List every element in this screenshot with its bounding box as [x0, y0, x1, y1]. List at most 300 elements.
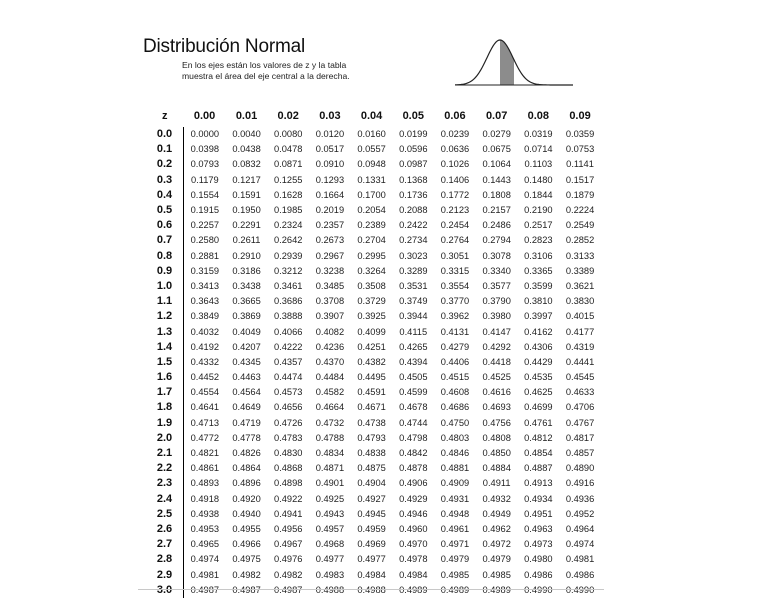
table-cell: 0.3599 [524, 280, 553, 291]
column-header: 0.01 [235, 109, 258, 122]
table-cell: 0.0832 [232, 159, 261, 170]
table-cell: 0.4963 [524, 523, 553, 534]
table-cell: 0.4279 [440, 341, 470, 352]
description-line: muestra el área del eje central a la derecha. [182, 71, 350, 81]
table-cell: 0.4744 [399, 417, 428, 428]
table-cell: 0.1255 [274, 174, 303, 185]
table-cell: 0.4015 [565, 311, 595, 322]
table-cell: 0.4846 [440, 448, 470, 459]
table-cell: 0.1217 [232, 174, 261, 185]
table-cell: 0.4976 [274, 554, 303, 565]
table-cell: 0.3485 [315, 280, 345, 291]
table-cell: 0.1331 [357, 174, 386, 185]
table-cell: 0.4972 [482, 539, 511, 550]
table-cell: 0.4726 [274, 417, 303, 428]
table-cell: 0.4871 [315, 463, 345, 474]
table-cell: 0.4738 [357, 417, 386, 428]
row-z-value: 0.7 [146, 233, 184, 248]
table-cell: 0.3749 [399, 296, 428, 307]
table-cell: 0.3643 [190, 296, 220, 307]
table-cell: 0.1879 [565, 189, 595, 200]
table-cell: 0.1103 [524, 159, 553, 170]
table-cell: 0.4429 [524, 356, 553, 367]
table-cell: 0.1915 [190, 205, 220, 216]
table-cell: 0.4573 [274, 387, 303, 398]
table-cell: 0.1293 [315, 174, 345, 185]
table-cell: 0.4162 [524, 326, 553, 337]
table-cell: 0.2704 [357, 235, 386, 246]
table-row [146, 340, 601, 355]
row-z-value: 1.5 [146, 355, 184, 370]
table-cell: 0.4732 [315, 417, 345, 428]
table-cell: 0.1368 [399, 174, 428, 185]
table-cell: 0.4918 [190, 493, 220, 504]
table-cell: 0.4686 [440, 402, 470, 413]
table-cell: 0.4147 [482, 326, 511, 337]
table-cell: 0.0517 [315, 144, 345, 155]
table-cell: 0.2549 [565, 220, 595, 231]
table-row [146, 461, 601, 476]
table-row [146, 203, 601, 218]
table-cell: 0.4973 [524, 539, 553, 550]
table-cell: 0.4868 [274, 463, 303, 474]
table-cell: 0.4967 [274, 539, 303, 550]
row-z-value [146, 583, 184, 598]
table-row [146, 142, 601, 157]
table-cell: 0.2157 [482, 205, 511, 216]
table-cell [184, 583, 226, 598]
table-cell: 0.4192 [190, 341, 220, 352]
table-cell: 0.3531 [399, 280, 428, 291]
table-cell [226, 583, 268, 598]
table-row [146, 218, 601, 233]
table-cell: 0.4911 [482, 478, 511, 489]
table-row [146, 279, 601, 294]
table-cell: 0.4838 [357, 448, 386, 459]
table-cell: 0.4798 [399, 432, 428, 443]
table-cell: 0.4693 [482, 402, 511, 413]
row-z-value: 2.7 [146, 537, 184, 552]
z-column-header: z [162, 109, 168, 122]
table-cell: 0.3686 [274, 296, 303, 307]
table-cell: 0.4803 [440, 432, 470, 443]
table-cell: 0.4850 [482, 448, 511, 459]
table-row [146, 416, 601, 431]
table-cell: 0.1179 [190, 174, 219, 185]
table-cell: 0.4979 [440, 554, 470, 565]
table-cell [434, 583, 476, 598]
table-cell: 0.4177 [565, 326, 595, 337]
row-z-value: 0.6 [146, 218, 184, 233]
table-cell: 0.4955 [232, 523, 261, 534]
table-cell: 0.0987 [399, 159, 428, 170]
table-cell: 0.3461 [274, 280, 303, 291]
table-cell: 0.4292 [482, 341, 511, 352]
table-cell [267, 583, 309, 598]
table-cell: 0.4981 [190, 569, 220, 580]
row-z-value: 0.5 [146, 203, 184, 218]
description-line: En los ejes están los valores de z y la tabla [182, 60, 347, 70]
table-cell: 0.2422 [399, 220, 428, 231]
table-cell: 0.4564 [232, 387, 261, 398]
table-cell: 0.0753 [565, 144, 595, 155]
table-cell: 0.4890 [565, 463, 595, 474]
table-cell: 0.0675 [482, 144, 511, 155]
table-cell: 0.0910 [315, 159, 345, 170]
table-cell: 0.3907 [315, 311, 345, 322]
table-row [146, 400, 601, 415]
table-cell: 0.4535 [524, 372, 553, 383]
table-cell: 0.3106 [524, 250, 553, 261]
table-cell: 0.1844 [524, 189, 553, 200]
table-cell: 0.1772 [440, 189, 470, 200]
table-cell: 0.2794 [482, 235, 511, 246]
table-cell: 0.4881 [440, 463, 470, 474]
table-cell: 0.4793 [357, 432, 386, 443]
table-cell: 0.1736 [399, 189, 428, 200]
table-row [146, 157, 601, 172]
table-cell: 0.2357 [315, 220, 345, 231]
table-cell: 0.0000 [190, 129, 220, 140]
table-cell: 0.4599 [399, 387, 428, 398]
table-cell: 0.4980 [524, 554, 553, 565]
table-cell [309, 583, 351, 598]
table-cell: 0.4893 [190, 478, 220, 489]
row-z-value: 1.2 [146, 309, 184, 324]
table-cell: 0.0160 [357, 129, 386, 140]
divider [138, 589, 604, 590]
table-row [146, 294, 601, 309]
table-cell: 0.4986 [524, 569, 553, 580]
table-cell: 0.4938 [190, 508, 220, 519]
table-cell: 0.2764 [440, 235, 470, 246]
table-cell: 0.4979 [482, 554, 511, 565]
table-cell: 0.4875 [357, 463, 386, 474]
table-cell: 0.2486 [482, 220, 511, 231]
row-z-value: 2.2 [146, 461, 184, 476]
table-cell: 0.4936 [565, 493, 595, 504]
table-cell: 0.4906 [399, 478, 428, 489]
description [182, 60, 350, 82]
row-z-value: 0.0 [146, 127, 184, 142]
table-cell: 0.1591 [232, 189, 261, 200]
column-header: 0.04 [360, 109, 383, 122]
table-cell: 0.1554 [190, 189, 220, 200]
table-cell: 0.1985 [274, 205, 303, 216]
table-cell: 0.3264 [357, 265, 386, 276]
table-row [146, 583, 601, 598]
table-cell: 0.4974 [565, 539, 595, 550]
table-row [146, 233, 601, 248]
table-cell: 0.4706 [565, 402, 595, 413]
table-cell: 0.4463 [232, 372, 261, 383]
table-cell: 0.4441 [565, 356, 595, 367]
row-z-value: 1.9 [146, 416, 184, 431]
table-cell: 0.3133 [565, 250, 595, 261]
table-cell: 0.4554 [190, 387, 220, 398]
table-row [146, 264, 601, 279]
table-cell: 0.0120 [315, 129, 345, 140]
table-cell: 0.0871 [274, 159, 303, 170]
table-cell: 0.1700 [357, 189, 386, 200]
table-cell: 0.4767 [565, 417, 595, 428]
table-cell: 0.4049 [232, 326, 261, 337]
table-cell: 0.4265 [399, 341, 428, 352]
table-cell: 0.3962 [440, 311, 470, 322]
table-cell: 0.0714 [524, 144, 553, 155]
table-cell: 0.3389 [565, 265, 595, 276]
table-cell: 0.4960 [399, 523, 428, 534]
table-cell: 0.4505 [399, 372, 428, 383]
row-z-value: 0.3 [146, 173, 184, 188]
table-cell: 0.3944 [399, 311, 428, 322]
table-cell: 0.3577 [482, 280, 511, 291]
table-row [146, 552, 601, 567]
row-z-value: 1.1 [146, 294, 184, 309]
table-cell: 0.2224 [565, 205, 595, 216]
table-row [146, 355, 601, 370]
table-cell: 0.3729 [357, 296, 386, 307]
table-cell: 0.4977 [315, 554, 345, 565]
table-cell: 0.4082 [315, 326, 345, 337]
table-cell: 0.4982 [274, 569, 303, 580]
table-cell: 0.3810 [524, 296, 553, 307]
table-row [146, 476, 601, 491]
table-cell: 0.3508 [357, 280, 386, 291]
table-cell: 0.4625 [524, 387, 553, 398]
table-cell: 0.2642 [274, 235, 303, 246]
table-cell: 0.4943 [315, 508, 345, 519]
table-cell: 0.4525 [482, 372, 511, 383]
table-cell: 0.3212 [274, 265, 303, 276]
table-cell: 0.4969 [357, 539, 386, 550]
table-cell: 0.3665 [232, 296, 261, 307]
table-cell: 0.4932 [482, 493, 511, 504]
table-cell: 0.4719 [232, 417, 261, 428]
table-cell: 0.4916 [565, 478, 595, 489]
table-cell: 0.4981 [565, 554, 595, 565]
table-cell: 0.4984 [357, 569, 386, 580]
table-body [146, 127, 601, 598]
row-z-value: 2.4 [146, 492, 184, 507]
row-z-value: 2.3 [146, 476, 184, 491]
table-cell: 0.4664 [315, 402, 345, 413]
page-title: Distribución Normal [143, 36, 305, 57]
table-cell: 0.4956 [274, 523, 303, 534]
table-cell: 0.3888 [274, 311, 303, 322]
table-row [146, 188, 601, 203]
table-cell: 0.0948 [357, 159, 386, 170]
row-z-value: 1.3 [146, 324, 184, 339]
table-cell: 0.3051 [440, 250, 470, 261]
table-cell: 0.4756 [482, 417, 511, 428]
table-cell: 0.4582 [315, 387, 345, 398]
table-cell: 0.4985 [482, 569, 511, 580]
table-cell: 0.1808 [482, 189, 511, 200]
table-cell: 0.4332 [190, 356, 220, 367]
table-cell: 0.4949 [482, 508, 511, 519]
table-cell: 0.2088 [399, 205, 428, 216]
table-cell: 0.4857 [565, 448, 595, 459]
table-row [146, 385, 601, 400]
table-cell: 0.4854 [524, 448, 553, 459]
table-cell: 0.2517 [524, 220, 553, 231]
table-cell: 0.4984 [399, 569, 428, 580]
table-cell: 0.3413 [190, 280, 220, 291]
column-header: 0.06 [444, 109, 466, 122]
table-cell: 0.2580 [190, 235, 220, 246]
table-cell: 0.4951 [524, 508, 553, 519]
table-cell: 0.4699 [524, 402, 553, 413]
table-cell: 0.3365 [524, 265, 553, 276]
table-cell: 0.4591 [357, 387, 386, 398]
table-cell: 0.0279 [482, 129, 511, 140]
table-cell: 0.3849 [190, 311, 220, 322]
table-cell: 0.1628 [274, 189, 303, 200]
table-cell: 0.4925 [315, 493, 345, 504]
table-cell: 0.4783 [274, 432, 303, 443]
table-row [146, 249, 601, 264]
column-header: 0.09 [569, 109, 591, 122]
table-cell: 0.2291 [232, 220, 261, 231]
table-cell: 0.4826 [232, 448, 261, 459]
table-cell: 0.1664 [315, 189, 345, 200]
table-cell: 0.1406 [440, 174, 470, 185]
column-header: 0.05 [402, 109, 424, 122]
table-cell: 0.4929 [399, 493, 428, 504]
row-z-value: 1.4 [146, 340, 184, 355]
table-cell: 0.4808 [482, 432, 511, 443]
table-cell: 0.0040 [232, 129, 261, 140]
table-cell: 0.2054 [357, 205, 386, 216]
row-z-value: 0.4 [146, 188, 184, 203]
row-z-value: 0.2 [146, 157, 184, 172]
table-cell: 0.4970 [399, 539, 428, 550]
table-cell: 0.2967 [315, 250, 345, 261]
table-cell: 0.4382 [357, 356, 386, 367]
table-cell: 0.4927 [357, 493, 386, 504]
table-cell: 0.4904 [357, 478, 386, 489]
table-cell: 0.4864 [232, 463, 261, 474]
table-cell: 0.4066 [274, 326, 303, 337]
table-row [146, 446, 601, 461]
table-cell: 0.4961 [440, 523, 470, 534]
table-cell: 0.4370 [315, 356, 345, 367]
table-cell: 0.4713 [190, 417, 220, 428]
table-cell: 0.0438 [232, 144, 261, 155]
table-cell: 0.4357 [274, 356, 303, 367]
table-cell: 0.2454 [440, 220, 470, 231]
table-cell: 0.4966 [232, 539, 261, 550]
table-cell: 0.2852 [565, 235, 595, 246]
table-cell [476, 583, 518, 598]
table-cell: 0.1141 [566, 159, 594, 170]
table-cell: 0.4418 [482, 356, 511, 367]
table-cell: 0.1443 [482, 174, 511, 185]
table-cell: 0.4952 [565, 508, 595, 519]
table-cell: 0.4964 [565, 523, 595, 534]
table-cell: 0.0239 [440, 129, 470, 140]
table-cell: 0.1026 [440, 159, 470, 170]
table-cell: 0.4394 [399, 356, 428, 367]
table-cell: 0.2190 [524, 205, 553, 216]
table-cell: 0.4878 [399, 463, 428, 474]
table-cell: 0.0319 [524, 129, 553, 140]
normal-curve-icon [455, 36, 580, 88]
table-cell: 0.4032 [190, 326, 220, 337]
row-z-value: 1.8 [146, 400, 184, 415]
table-row [146, 309, 601, 324]
table-cell: 0.1064 [482, 159, 511, 170]
table-cell: 0.3289 [399, 265, 428, 276]
table-row [146, 522, 601, 537]
table-cell: 0.4817 [565, 432, 595, 443]
table-cell: 0.2995 [357, 250, 386, 261]
table-cell: 0.4884 [482, 463, 511, 474]
row-z-value: 2.9 [146, 567, 184, 582]
table-cell: 0.4830 [274, 448, 303, 459]
table-cell: 0.1517 [565, 174, 595, 185]
table-cell: 0.4971 [440, 539, 470, 550]
row-z-value: 1.0 [146, 279, 184, 294]
table-cell: 0.3554 [440, 280, 470, 291]
table-cell: 0.0080 [274, 129, 303, 140]
table-cell: 0.3159 [190, 265, 220, 276]
table-cell: 0.4985 [440, 569, 470, 580]
table-cell: 0.3980 [482, 311, 511, 322]
table-cell: 0.4222 [274, 341, 303, 352]
table-cell: 0.4821 [190, 448, 220, 459]
table-cell: 0.3925 [357, 311, 386, 322]
table-cell [559, 583, 601, 598]
table-cell: 0.4406 [440, 356, 470, 367]
table-cell: 0.4545 [565, 372, 595, 383]
table-cell: 0.4909 [440, 478, 470, 489]
table-cell: 0.4922 [274, 493, 303, 504]
table-cell: 0.4633 [565, 387, 595, 398]
table-cell: 0.2389 [357, 220, 386, 231]
table-cell: 0.4772 [190, 432, 220, 443]
table-cell: 0.4788 [315, 432, 345, 443]
table-cell: 0.0557 [357, 144, 386, 155]
table-row [146, 431, 601, 446]
table-cell: 0.4974 [190, 554, 220, 565]
table-cell: 0.4968 [315, 539, 345, 550]
table-cell: 0.4962 [482, 523, 511, 534]
table-cell: 0.4452 [190, 372, 220, 383]
table-cell: 0.3315 [440, 265, 470, 276]
table-cell: 0.4319 [565, 341, 595, 352]
row-z-value: 0.8 [146, 249, 184, 264]
z-table [146, 108, 601, 598]
table-cell: 0.0359 [565, 129, 595, 140]
table-cell: 0.4934 [524, 493, 553, 504]
table-cell: 0.4953 [190, 523, 220, 534]
table-cell: 0.4761 [524, 417, 553, 428]
table-cell: 0.4656 [274, 402, 303, 413]
table-cell: 0.4207 [232, 341, 261, 352]
table-cell: 0.3997 [524, 311, 553, 322]
table-cell: 0.4920 [232, 493, 261, 504]
column-header: 0.07 [485, 109, 508, 122]
table-cell: 0.4778 [232, 432, 261, 443]
table-cell: 0.4959 [357, 523, 386, 534]
table-cell: 0.4983 [315, 569, 345, 580]
table-cell: 0.4115 [399, 326, 428, 337]
table-cell: 0.3708 [315, 296, 345, 307]
table-cell: 0.4834 [315, 448, 345, 459]
table-cell [351, 583, 393, 598]
